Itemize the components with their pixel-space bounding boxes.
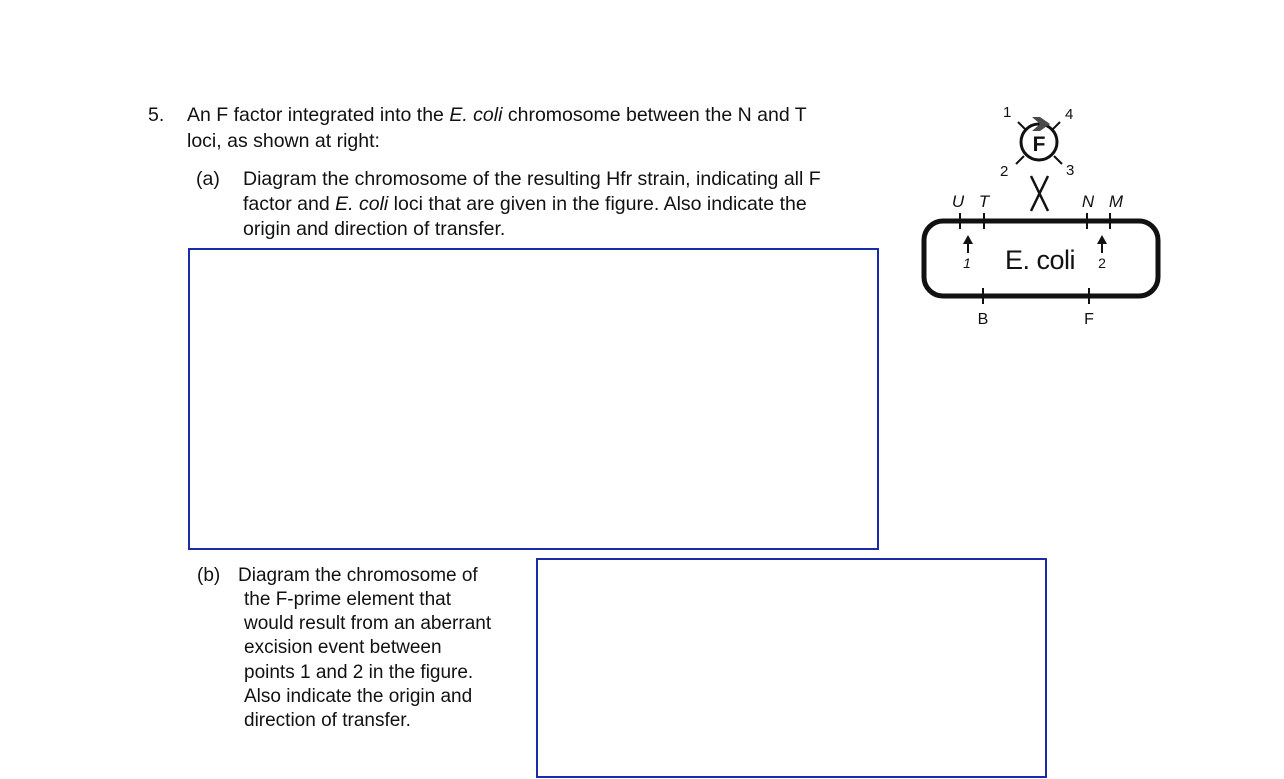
part-b-line-7: direction of transfer. xyxy=(244,710,411,731)
part-a-line-1: Diagram the chromosome of the resulting Hfr strain, indicating all F xyxy=(243,168,821,190)
locus-u-label: U xyxy=(951,192,965,211)
locus-f-label: F xyxy=(1084,311,1094,328)
part-b-line-4: excision event between xyxy=(244,637,442,658)
point-1-label: 1 xyxy=(963,255,971,271)
point-2-label: 2 xyxy=(1098,255,1106,271)
part-b-line-6: Also indicate the origin and xyxy=(244,686,473,707)
f-site-4-label: 4 xyxy=(1065,106,1074,123)
f-site-tick-3 xyxy=(1054,156,1062,164)
point-1-arrow-icon xyxy=(963,235,973,244)
f-site-2-label: 2 xyxy=(1000,163,1009,180)
question-stem-line-1: An F factor integrated into the E. coli chromosome between the N and T xyxy=(187,104,807,126)
f-plasmid-label: F xyxy=(1032,133,1046,156)
question-stem-line-2: loci, as shown at right: xyxy=(187,130,380,152)
part-a-line-3: origin and direction of transfer. xyxy=(243,218,506,240)
locus-t-label: T xyxy=(978,192,990,211)
f-site-1-label: 1 xyxy=(1003,104,1012,121)
part-b-line-3: would result from an aberrant xyxy=(244,613,492,634)
f-site-tick-2 xyxy=(1016,156,1024,164)
f-site-tick-1 xyxy=(1018,122,1026,130)
part-b-line-5: points 1 and 2 in the figure. xyxy=(244,662,474,683)
part-b-line-2: the F-prime element that xyxy=(244,589,451,610)
locus-b-label: B xyxy=(977,311,989,328)
locus-n-label: N xyxy=(1081,192,1095,211)
part-a-label: (a) xyxy=(196,168,220,190)
part-a-line-2: factor and E. coli loci that are given in the figure. Also indicate the xyxy=(243,193,807,215)
question-number: 5. xyxy=(148,104,165,126)
part-b-line-1: Diagram the chromosome of xyxy=(238,565,478,586)
f-site-tick-4 xyxy=(1052,122,1060,130)
ecoli-label: E. coli xyxy=(1004,245,1076,275)
part-b-label: (b) xyxy=(197,565,221,586)
f-site-3-label: 3 xyxy=(1066,162,1075,179)
point-2-arrow-icon xyxy=(1097,235,1107,244)
locus-m-label: M xyxy=(1108,192,1124,211)
